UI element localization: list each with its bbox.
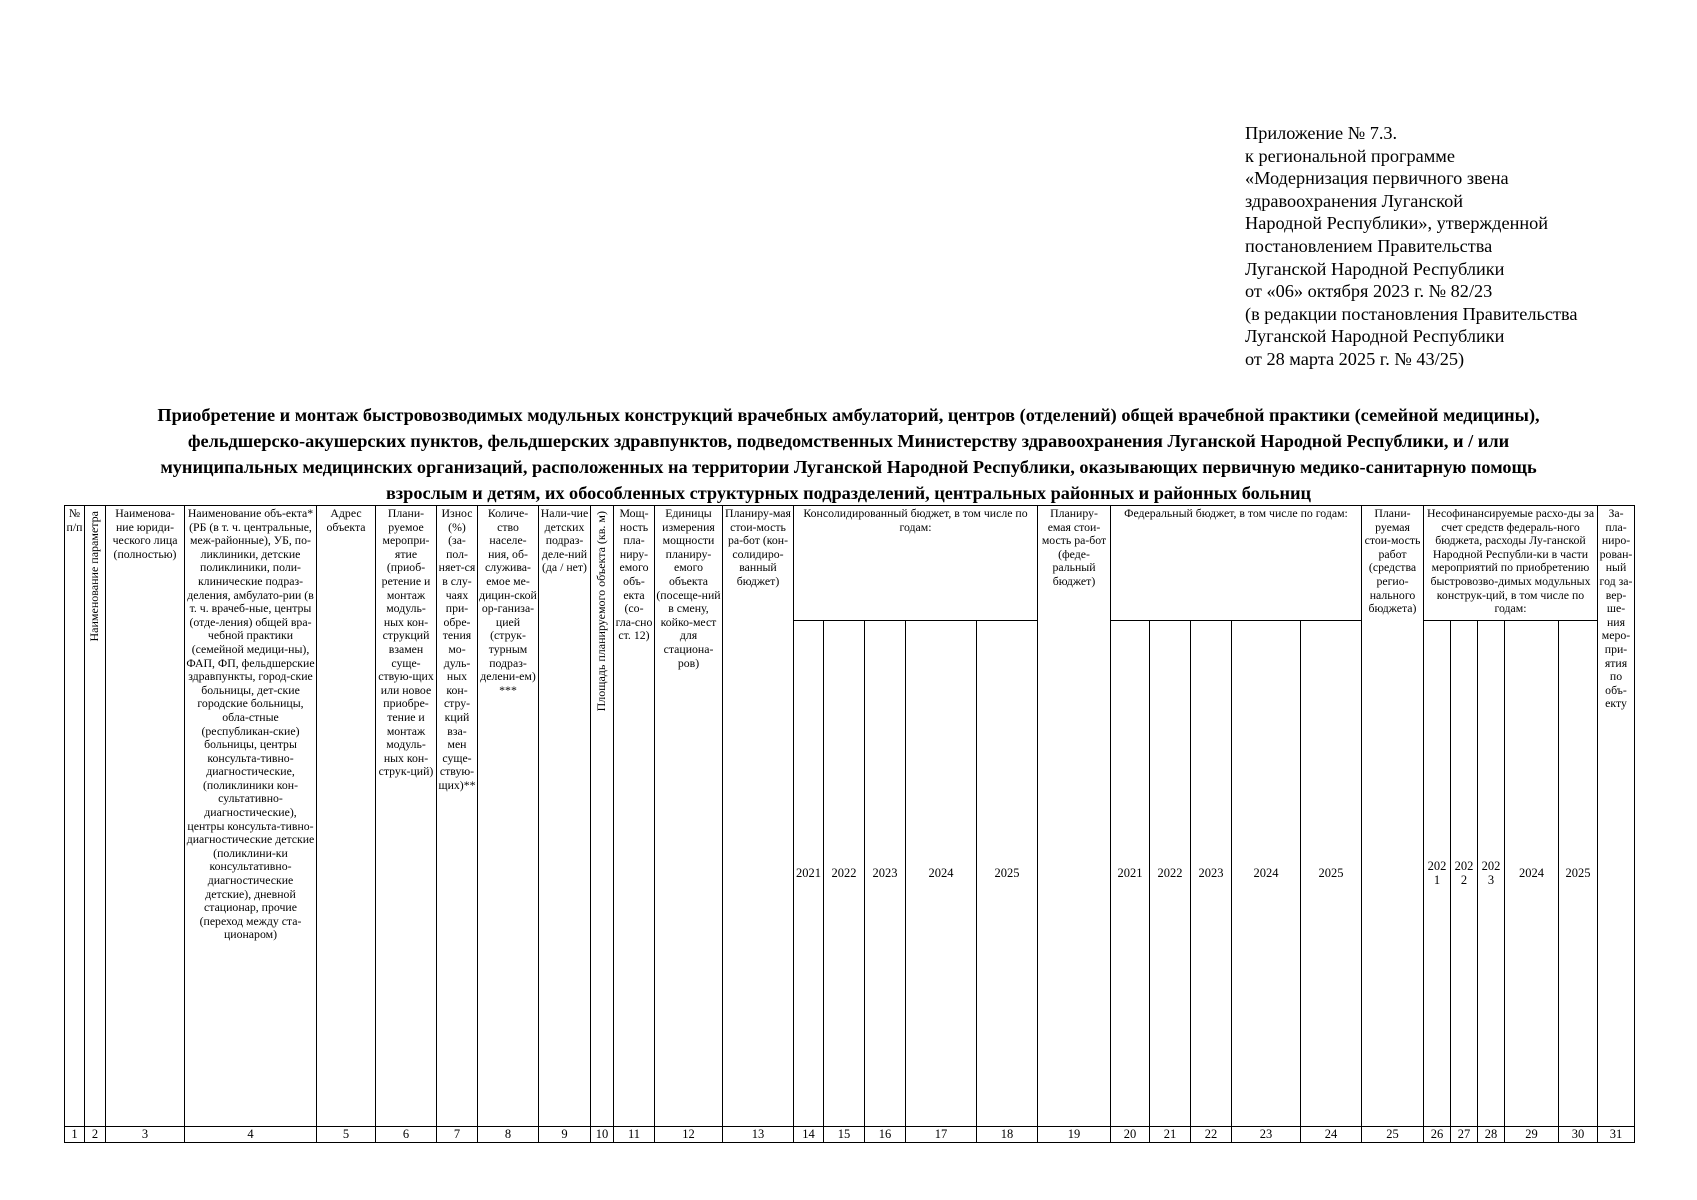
appendix-line: Народной Республики», утвержденной [1245,213,1549,234]
year-cell: 2022 [1150,621,1191,1127]
header-cell-object-name: Наименование объ-екта* (РБ (в т. ч. центральные, меж-районные), УБ, по-ликлиники, детские поликлиники, поли-клинические подраз-деления, амбулато-рии (в т. ч. врачеб-ные, центры (отде-ления) общей вра-чебной практики (семейной медици-ны), ФАП, ФП, фельдшерские здравпункты, город-ские больницы, дет-ские городские больницы, обла-стные (республикан-ские) больницы, центры консульта-тивно-диагностические, (поликлиники кон-сультативно-диагностические), центры консульта-тивно-диагностические детские (поликлини-ки консультативно-диагностические детские), дневной стационар, прочие (переход между ста-ционаром) [185,506,317,1127]
column-number: 25 [1362,1127,1424,1143]
year-cell: 2021 [1424,621,1451,1127]
appendix-line: постановлением Правительства [1245,235,1493,256]
column-number: 21 [1150,1127,1191,1143]
document-title [60,402,1637,506]
header-cell-cost-consolidated: Планиру-мая стои-мость ра-бот (кон-солидиро-ванный бюджет) [723,506,794,1127]
column-number: 12 [655,1127,723,1143]
appendix-line: (в редакции постановления Правительства [1245,303,1578,324]
header-cell-capacity-unit: Единицы измерения мощности планиру-емого объекта (посеще-ний в смену, койко-мест для стациона-ров) [655,506,723,1127]
column-number: 10 [591,1127,614,1143]
column-number: 16 [865,1127,906,1143]
header-cell-federal-by-year: Федеральный бюджет, в том числе по годам: [1111,506,1362,621]
header-cell-area [591,506,614,1127]
appendix-line: Луганской Народной Республики [1245,258,1505,279]
year-cell: 2023 [1191,621,1232,1127]
column-number: 23 [1232,1127,1301,1143]
appendix-line: от 28 марта 2025 г. № 43/25) [1245,348,1465,369]
column-number: 26 [1424,1127,1451,1143]
column-number: 1 [65,1127,85,1143]
program-table [64,505,1635,1143]
column-number: 5 [317,1127,376,1143]
column-number: 4 [185,1127,317,1143]
column-number: 8 [478,1127,539,1143]
title-line: Приобретение и монтаж быстровозводимых модульных конструкций врачебных амбулаторий, центров (отделений) общей врачебной практики (семейной медицины), [157,405,1540,425]
column-number: 18 [977,1127,1038,1143]
column-number: 2 [85,1127,106,1143]
column-number: 20 [1111,1127,1150,1143]
year-cell: 2024 [906,621,977,1127]
column-number-row [65,1127,1635,1143]
year-cell: 2022 [1451,621,1478,1127]
column-number: 28 [1478,1127,1505,1143]
appendix-line: Луганской Народной Республики [1245,326,1505,347]
header-cell-non-cofinanced: Несофинансируемые расхо-ды за счет средств федераль-ного бюджета, расходы Лу-ганской Народной Республи-ки в части мероприятий по приобретению быстровозво-димых модульных конструк-ций, в том числе по годам: [1424,506,1598,621]
year-cell: 2021 [1111,621,1150,1127]
column-number: 3 [106,1127,185,1143]
header-cell-wear: Износ (%) (за-пол-няет-ся в слу-чаях при-обре-тения мо-дуль-ных кон-стру-кций вза-мен суще-ствую-щих)** [437,506,478,1127]
column-number: 27 [1451,1127,1478,1143]
header-cell-cost-federal: Планиру-емая стои-мость ра-бот (феде-ральный бюджет) [1038,506,1111,1127]
header-cell-legal-entity: Наименова-ние юриди-ческого лица (полностью) [106,506,185,1127]
year-cell: 2025 [1559,621,1598,1127]
title-line: муниципальных медицинских организаций, расположенных на территории Луганской Народной Республики, оказывающих первичную медико-санитарную помощь [160,457,1537,477]
column-number: 29 [1505,1127,1559,1143]
column-number: 30 [1559,1127,1598,1143]
column-number: 24 [1301,1127,1362,1143]
year-cell: 2021 [794,621,824,1127]
year-cell: 2025 [977,621,1038,1127]
header-cell-capacity: Мощ-ность пла-ниру-емого объ-екта (со-гла-сно ст. 12) [614,506,655,1127]
header-cell-planned-action: Плани-руемое меропри-ятие (приоб-ретение и монтаж модуль-ных кон-струкций взамен суще-ствую-щих или новое приобре-тение и монтаж модуль-ных кон-струк-ций) [376,506,437,1127]
year-cell: 2022 [824,621,865,1127]
header-cell-consolidated-by-year: Консолидированный бюджет, в том числе по годам: [794,506,1038,621]
column-number: 22 [1191,1127,1232,1143]
header-cell-address: Адрес объекта [317,506,376,1127]
column-number: 17 [906,1127,977,1143]
header-parameter-text: Наименование параметра [87,511,102,642]
header-cell-child-units: Нали-чие детских подраз-деле-ний (да / нет) [539,506,591,1127]
year-cell: 2024 [1232,621,1301,1127]
header-cell-completion-year: За-пла-ниро-рован-ный год за-вер-ше-ния меро-при-ятия по объ-екту [1598,506,1635,1127]
column-number: 11 [614,1127,655,1143]
column-number: 6 [376,1127,437,1143]
column-number: 13 [723,1127,794,1143]
appendix-line: Приложение № 7.3. [1245,123,1398,143]
column-number: 15 [824,1127,865,1143]
year-cell: 2025 [1301,621,1362,1127]
header-cell-number: № п/п [65,506,85,1127]
year-cell: 2023 [1478,621,1505,1127]
column-number: 31 [1598,1127,1635,1143]
column-number: 9 [539,1127,591,1143]
header-area-text: Площадь планируемого объекта (кв. м) [594,511,609,712]
year-cell: 2023 [865,621,906,1127]
appendix-line: здравоохранения Луганской [1245,190,1464,211]
column-number: 7 [437,1127,478,1143]
title-line: взрослым и детям, их обособленных структурных подразделений, центральных районных и районных больниц [385,483,1312,503]
appendix-block [1245,122,1685,371]
header-cell-population: Количе-ство населе-ния, об-служива-емое ме-дицин-ской ор-ганиза-цией (струк-турным подраз-делени-ем) *** [478,506,539,1127]
header-cell-parameter [85,506,106,1127]
appendix-line: к региональной программе [1245,145,1455,166]
column-number: 19 [1038,1127,1111,1143]
title-line: фельдшерско-акушерских пунктов, фельдшерских здравпунктов, подведомственных Министерству здравоохранения Луганской Народной Республики, и / или [187,431,1510,451]
appendix-line: «Модернизация первичного звена [1245,168,1509,189]
appendix-line: от «06» октября 2023 г. № 82/23 [1245,281,1493,302]
year-cell: 2024 [1505,621,1559,1127]
column-number: 14 [794,1127,824,1143]
header-cell-cost-regional: Плани-руемая стои-мость работ (средства регио-нального бюджета) [1362,506,1424,1127]
